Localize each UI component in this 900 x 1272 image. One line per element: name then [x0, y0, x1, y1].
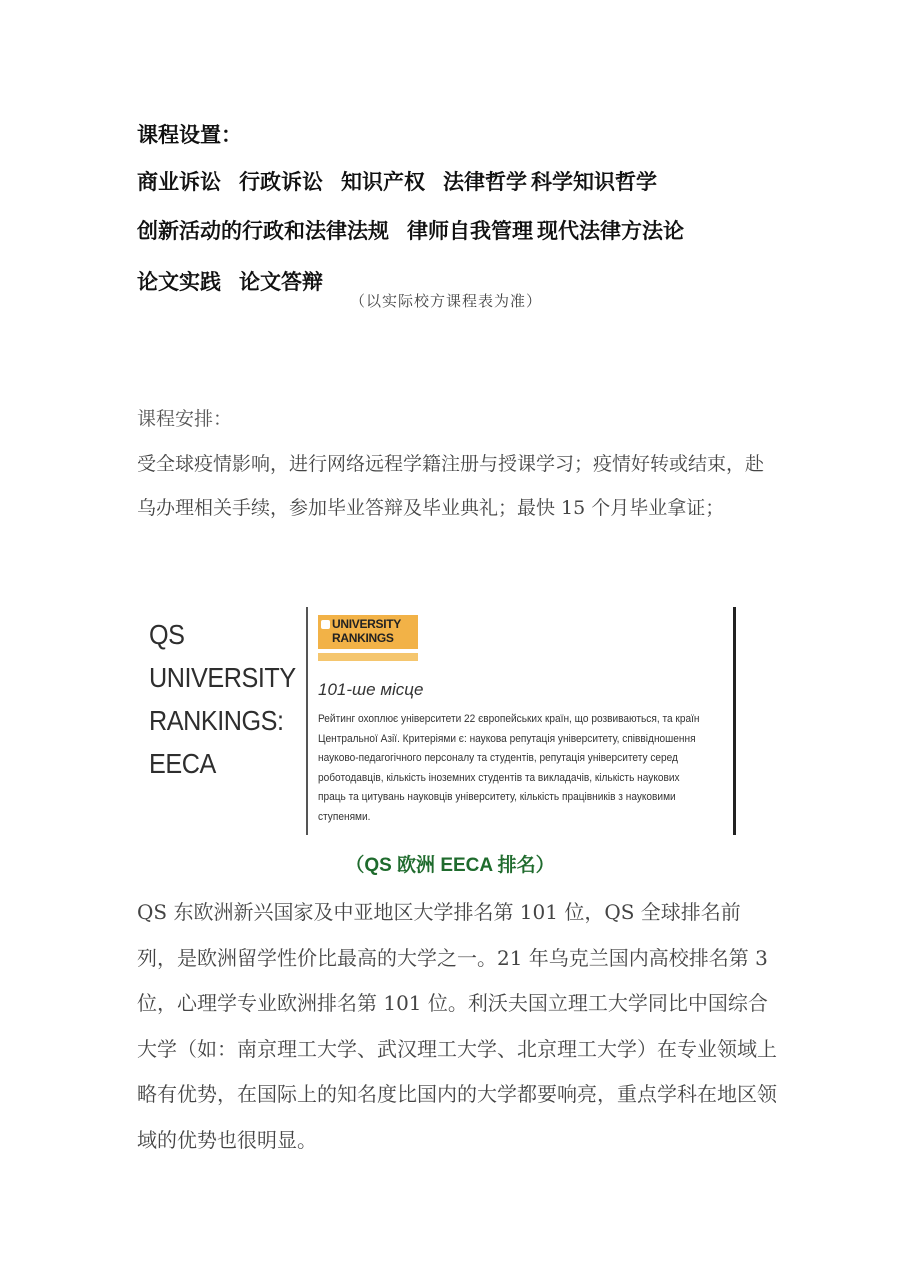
course-item: 论文答辩: [239, 269, 323, 294]
qs-logo-icon: [321, 620, 330, 629]
qs-left-title-line: RANKINGS:: [149, 705, 284, 736]
qs-logo-line: UNIVERSITY: [332, 617, 402, 631]
course-setting-heading: 课程设置：: [137, 122, 242, 147]
qs-left-title-line: QS UNIVERSITY: [149, 619, 296, 693]
course-item: 行政诉讼: [239, 169, 323, 194]
course-item: 知识产权: [341, 169, 425, 194]
qs-left-title-line: EECA: [149, 748, 216, 779]
qs-rankings-logo: [318, 615, 418, 669]
course-item: 论文实践: [137, 269, 221, 294]
course-item: 律师自我管理: [407, 218, 533, 243]
qs-divider: [306, 607, 308, 835]
qs-place: 101-ше місце: [318, 680, 424, 699]
course-item: 创新活动的行政和法律法规: [137, 218, 389, 243]
qs-logo-text: [332, 617, 401, 645]
qs-right-border: [733, 607, 736, 835]
course-list-line-3: [137, 266, 341, 296]
course-arrangement-heading: 课程安排：: [137, 408, 233, 430]
course-list-line-1: [137, 166, 675, 196]
course-item: 科学知识哲学: [531, 169, 657, 194]
qs-ranking-image: [137, 607, 737, 835]
course-list-line-2: [137, 215, 702, 245]
course-item: 现代法律方法论: [537, 218, 684, 243]
schedule-note: （以实际校方课程表为准）: [350, 292, 543, 310]
course-item: 商业诉讼: [137, 169, 221, 194]
qs-caption: （QS 欧洲 EECA 排名）: [345, 855, 555, 876]
course-item: 法律哲学: [443, 169, 527, 194]
qs-logo-line: RANKINGS: [332, 631, 394, 645]
qs-logo-subbar: [318, 653, 418, 661]
qs-left-title: [149, 613, 296, 785]
qs-description: Рейтинг охоплює університети 22 європейських країн, що розвиваються, та країн Центральної Азії. Критеріями є: наукова репутація університету, співвідношення науково-педагогічного персоналу та студентів, репутація університету серед роботодавців, кількість іноземних студентів та викладачів, кількість наукових праць та цитувань науковців університету, кількість працівників з науковими ступенями.: [318, 713, 700, 823]
summary-text: QS 东欧洲新兴国家及中亚地区大学排名第 101 位，QS 全球排名前列，是欧洲留学性价比最高的大学之一。21 年乌克兰国内高校排名第 3 位，心理学专业欧洲排名第 101 位。利沃夫国立理工大学同比中国综合大学（如：南京理工大学、武汉理工大学、北京理工大学）在专业领域上略有优势，在国际上的知名度比国内的大学都要响亮，重点学科在地区领域的优势也很明显。: [137, 900, 777, 1152]
course-arrangement-text: 受全球疫情影响，进行网络远程学籍注册与授课学习；疫情好转或结束，赴乌办理相关手续，参加毕业答辩及毕业典礼；最快 15 个月毕业拿证；: [137, 453, 765, 519]
